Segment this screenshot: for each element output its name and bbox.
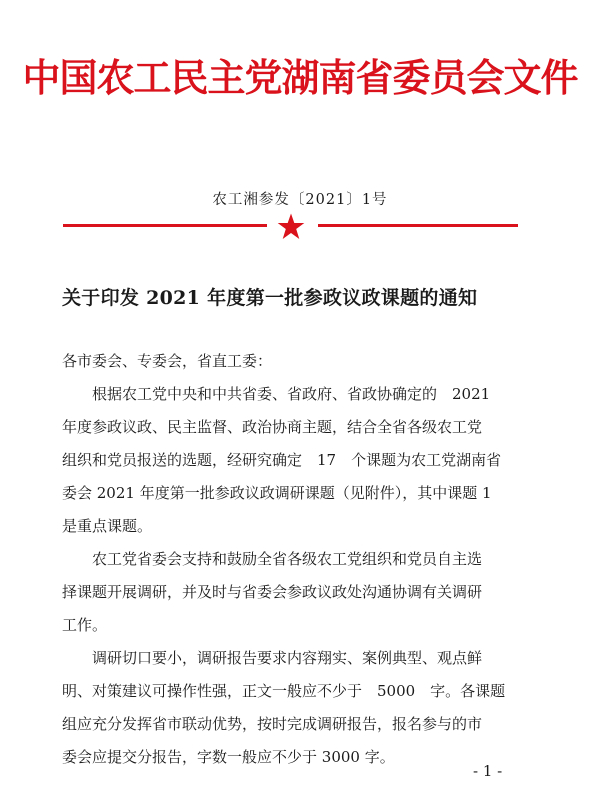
document-number: 农工湘参发〔2021〕1号 (212, 192, 388, 208)
salutation: 各市委会、专委会，省直工委： (62, 352, 273, 370)
paragraph-1-line-5: 是重点课题。 (62, 517, 153, 535)
paragraph-3-line-1: 调研切口要小，调研报告要求内容翔实、案例典型、观点鲜 (92, 649, 483, 667)
paragraph-2-line-1: 农工党省委会支持和鼓励全省各级农工党组织和党员自主选 (92, 550, 483, 568)
paragraph-3-line-4: 委会应提交分报告，字数一般应不少于 3000 字。 (62, 748, 395, 766)
paragraph-1-line-3: 组织和党员报送的选题，经研究确定 17 个课题为农工党湖南省 (62, 451, 502, 469)
page-number: - 1 - (473, 762, 503, 780)
notice-title: 关于印发 2021 年度第一批参政议政课题的通知 (62, 287, 478, 309)
paragraph-2-line-3: 工作。 (62, 616, 108, 634)
paragraph-1-line-4: 委会 2021 年度第一批参政议政调研课题（见附件），其中课题 1 (62, 484, 492, 502)
red-divider-left (63, 224, 267, 227)
red-divider-right (318, 224, 518, 227)
paragraph-1-line-2: 年度参政议政、民主监督、政治协商主题，结合全省各级农工党 (62, 418, 483, 436)
document-header-title: 中国农工民主党湖南省委员会文件 (22, 56, 578, 100)
red-star-icon (276, 212, 306, 242)
paragraph-3-line-3: 组应充分发挥省市联动优势，按时完成调研报告，报名参与的市 (62, 715, 483, 733)
paragraph-3-line-2: 明、对策建议可操作性强，正文一般应不少于 5000 字。各课题 (62, 682, 506, 700)
paragraph-1-line-1: 根据农工党中央和中共省委、省政府、省政协确定的 2021 (92, 385, 491, 403)
paragraph-2-line-2: 择课题开展调研，并及时与省委会参政议政处沟通协调有关调研 (62, 583, 483, 601)
